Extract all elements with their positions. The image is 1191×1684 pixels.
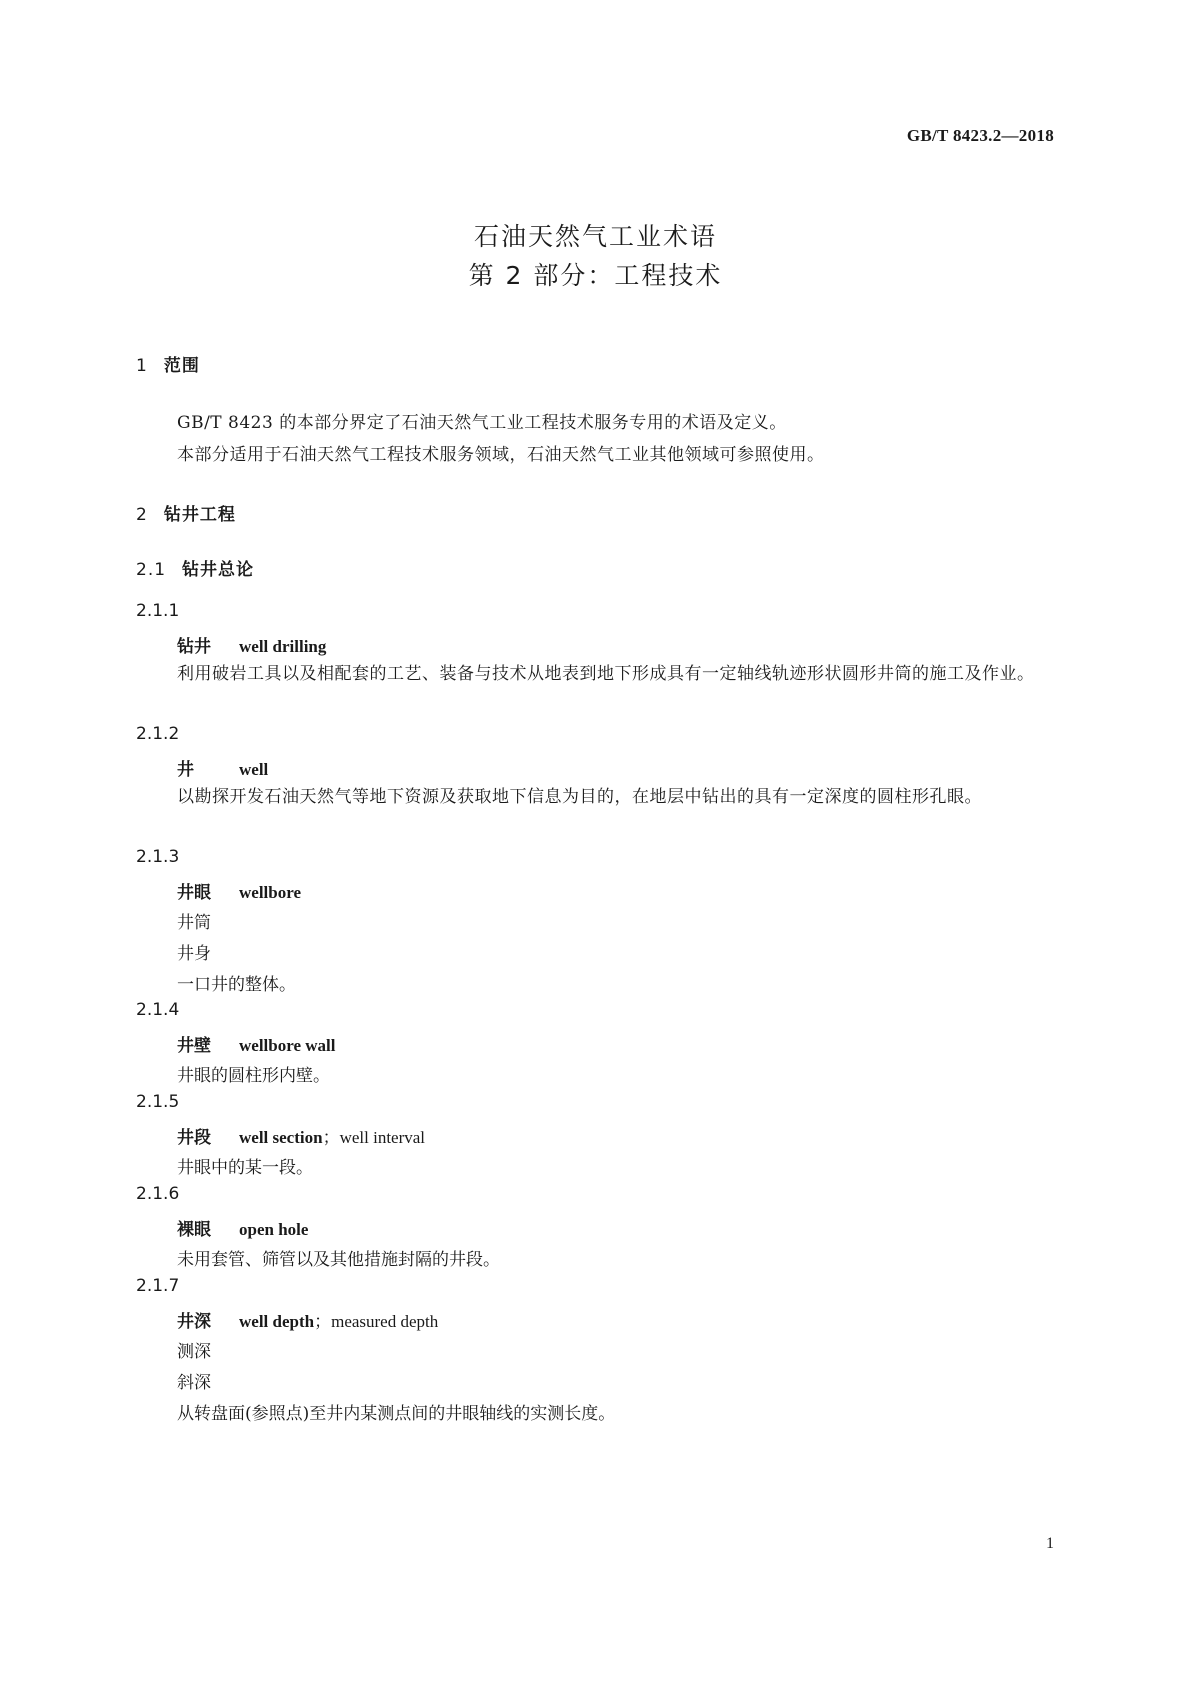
term-alt-en: ；measured depth bbox=[314, 1312, 439, 1331]
term-zh: 井 bbox=[177, 760, 194, 780]
term-synonym: 测深 bbox=[177, 1342, 211, 1362]
term-definition: 井眼中的某一段。 bbox=[177, 1158, 313, 1178]
term-en: open hole bbox=[239, 1220, 309, 1239]
term-synonym: 斜深 bbox=[177, 1373, 211, 1393]
term-zh: 井眼 bbox=[177, 883, 211, 903]
clause-number: 2.1.4 bbox=[136, 1000, 180, 1020]
page-number: 1 bbox=[1046, 1535, 1054, 1552]
section-number: 1 bbox=[136, 356, 148, 376]
section-title: 钻井工程 bbox=[163, 505, 236, 525]
term-entry bbox=[177, 1031, 335, 1056]
scope-paragraph-2: 本部分适用于石油天然气工程技术服务领域，石油天然气工业其他领域可参照使用。 bbox=[177, 445, 825, 465]
scope-paragraph-1: GB/T 8423 的本部分界定了石油天然气工业工程技术服务专用的术语及定义。 bbox=[177, 413, 787, 433]
term-alt-en: ；well interval bbox=[322, 1128, 426, 1147]
term-definition: 从转盘面(参照点)至井内某测点间的井眼轴线的实测长度。 bbox=[177, 1404, 616, 1424]
section-number: 2.1 bbox=[136, 560, 167, 580]
standard-code: GB/T 8423.2—2018 bbox=[906, 126, 1054, 145]
term-definition: 一口井的整体。 bbox=[177, 975, 296, 995]
term-entry bbox=[177, 755, 268, 780]
term-synonym: 井身 bbox=[177, 944, 211, 964]
clause-number: 2.1.3 bbox=[136, 847, 180, 867]
term-definition: 以勘探开发石油天然气等地下资源及获取地下信息为目的，在地层中钻出的具有一定深度的圆柱形孔眼。 bbox=[177, 787, 982, 807]
term-zh: 裸眼 bbox=[177, 1220, 211, 1240]
term-entry bbox=[177, 1307, 438, 1332]
term-entry bbox=[177, 632, 326, 657]
term-definition: 利用破岩工具以及相配套的工艺、装备与技术从地表到地下形成具有一定轴线轨迹形状圆形井筒的施工及作业。 bbox=[177, 664, 1035, 684]
term-synonym: 井筒 bbox=[177, 913, 211, 933]
document-subtitle: 第 2 部分：工程技术 bbox=[468, 261, 723, 290]
term-zh: 井段 bbox=[177, 1128, 211, 1148]
term-entry bbox=[177, 1123, 425, 1148]
term-en: well section bbox=[239, 1128, 323, 1147]
section-2-heading bbox=[136, 500, 236, 525]
term-entry bbox=[177, 1215, 308, 1240]
term-definition: 未用套管、筛管以及其他措施封隔的井段。 bbox=[177, 1250, 500, 1270]
clause-number: 2.1.1 bbox=[136, 601, 180, 621]
clause-number: 2.1.2 bbox=[136, 724, 180, 744]
term-zh: 井深 bbox=[177, 1312, 211, 1332]
term-en: wellbore wall bbox=[239, 1036, 336, 1055]
term-en: well bbox=[239, 760, 269, 779]
section-title: 范围 bbox=[163, 356, 200, 376]
document-title: 石油天然气工业术语 bbox=[473, 222, 717, 251]
term-zh: 钻井 bbox=[177, 637, 211, 657]
section-2-1-heading bbox=[136, 555, 254, 580]
term-en: well depth bbox=[239, 1312, 315, 1331]
section-title: 钻井总论 bbox=[182, 560, 255, 580]
term-en: well drilling bbox=[239, 637, 327, 656]
term-definition: 井眼的圆柱形内壁。 bbox=[177, 1066, 330, 1086]
clause-number: 2.1.7 bbox=[136, 1276, 180, 1296]
term-entry bbox=[177, 878, 301, 903]
term-zh: 井壁 bbox=[177, 1036, 211, 1056]
term-en: wellbore bbox=[239, 883, 302, 902]
section-number: 2 bbox=[136, 505, 148, 525]
clause-number: 2.1.6 bbox=[136, 1184, 180, 1204]
clause-number: 2.1.5 bbox=[136, 1092, 180, 1112]
section-1-heading bbox=[136, 351, 200, 376]
